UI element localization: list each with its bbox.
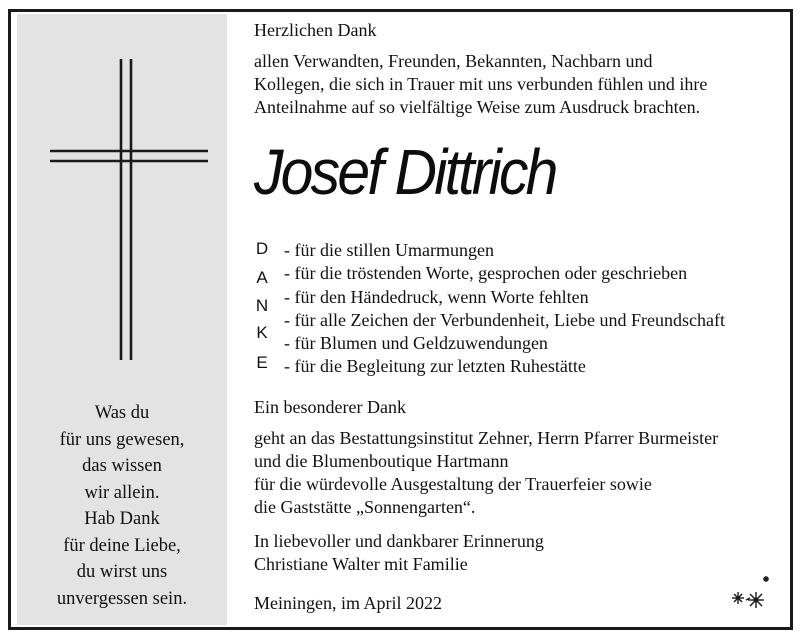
- special-heading: Ein besonderer Dank: [254, 397, 406, 417]
- closing-line: In liebevoller und dankbarer Erinnerung: [254, 531, 544, 551]
- poem-line: unvergessen sein.: [56, 588, 188, 609]
- poem-line: Hab Dank: [84, 509, 160, 529]
- deceased-name: Josef Dittrich: [254, 136, 556, 208]
- poem-line: für deine Liebe,: [63, 535, 181, 556]
- cross-icon: [48, 57, 213, 362]
- special-line: für die würdevolle Ausgestaltung der Trauerfeier sowie: [254, 474, 652, 494]
- poem-line: wir allein.: [84, 482, 160, 503]
- heading: Herzlichen Dank: [254, 20, 377, 40]
- poem-line: das wissen: [82, 456, 162, 476]
- poem: [17, 400, 227, 612]
- intro-line: allen Verwandten, Freunden, Bekannten, Nachbarn und: [254, 51, 653, 71]
- danke-letter: A: [256, 268, 268, 287]
- special-line: geht an das Bestattungsinstitut Zehner, Herrn Pfarrer Burmeister: [254, 428, 719, 448]
- closing-line: Christiane Walter mit Familie: [254, 554, 468, 574]
- intro-line: Kollegen, die sich in Trauer mit uns verbunden fühlen und ihre: [254, 74, 708, 94]
- place-date: Meiningen, im April 2022: [254, 593, 442, 613]
- danke-line: - für Blumen und Geldzuwendungen: [284, 333, 548, 353]
- poem-line: Was du: [94, 403, 150, 423]
- intro-line: Anteilnahme auf so vielfältige Weise zum Ausdruck brachten.: [254, 97, 701, 117]
- poem-line: du wirst uns: [76, 562, 168, 582]
- special-line: und die Blumenboutique Hartmann: [254, 451, 509, 471]
- danke-letter: N: [255, 296, 269, 315]
- special-paragraph: [254, 427, 718, 519]
- danke-line: - für die tröstenden Worte, gesprochen oder geschrieben: [284, 263, 688, 283]
- danke-line: - für alle Zeichen der Verbundenheit, Liebe und Freundschaft: [284, 310, 725, 330]
- special-line: die Gaststätte „Sonnengarten“.: [254, 497, 476, 517]
- danke-line: - für den Händedruck, wenn Worte fehlten: [284, 287, 589, 307]
- danke-letter: D: [255, 239, 269, 258]
- intro-paragraph: [254, 50, 707, 119]
- danke-letter: K: [256, 323, 268, 342]
- poem-line: für uns gewesen,: [59, 429, 185, 450]
- danke-line: - für die Begleitung zur letzten Ruhestätte: [284, 356, 586, 376]
- danke-line: - für die stillen Umarmungen: [284, 240, 494, 260]
- danke-letter: E: [256, 353, 268, 372]
- flowers-icon: [724, 574, 776, 610]
- closing-paragraph: [254, 530, 544, 576]
